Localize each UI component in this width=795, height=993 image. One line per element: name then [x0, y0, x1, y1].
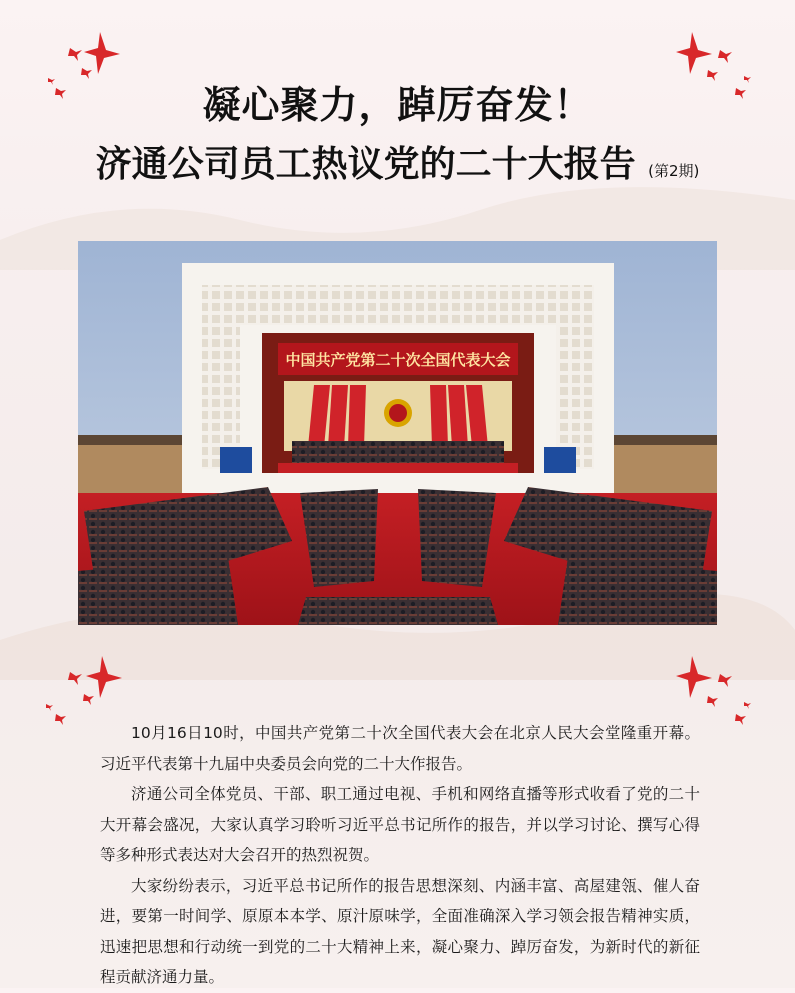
screen-right — [544, 447, 576, 473]
article-paragraph: 济通公司全体党员、干部、职工通过电视、手机和网络直播等形式收看了党的二十大开幕会盛况，大家认真学习聆听习近平总书记所作的报告，并以学习讨论、撰写心得等多种形式表达对大会召开的热烈祝贺。 — [100, 785, 700, 864]
article-paragraph: 10月16日10时，中国共产党第二十次全国代表大会在北京人民大会堂隆重开幕。习近平代表第十九届中央委员会向党的二十大作报告。 — [100, 724, 700, 773]
screen-left — [220, 447, 252, 473]
issue-number: (第2期) — [648, 162, 700, 180]
title-line-1: 凝心聚力，踔厉奋发！ — [202, 83, 593, 127]
title-line-2 — [0, 140, 795, 196]
stage-banner: 中国共产党第二十次全国代表大会 — [285, 351, 511, 369]
title-line-2-text: 济通公司员工热议党的二十大报告 — [95, 144, 636, 185]
congress-hall-photo — [78, 241, 717, 625]
page-title — [0, 82, 795, 196]
article-paragraph: 大家纷纷表示，习近平总书记所作的报告思想深刻、内涵丰富、高屋建瓴、催人奋进，要第一时间学、原原本本学、原汁原味学，全面准确深入学习领会报告精神实质，迅速把思想和行动统一到党的二十大精神上来，凝心聚力、踔厉奋发，为新时代的新征程贡献济通力量。 — [100, 876, 700, 986]
article-body — [100, 718, 700, 993]
